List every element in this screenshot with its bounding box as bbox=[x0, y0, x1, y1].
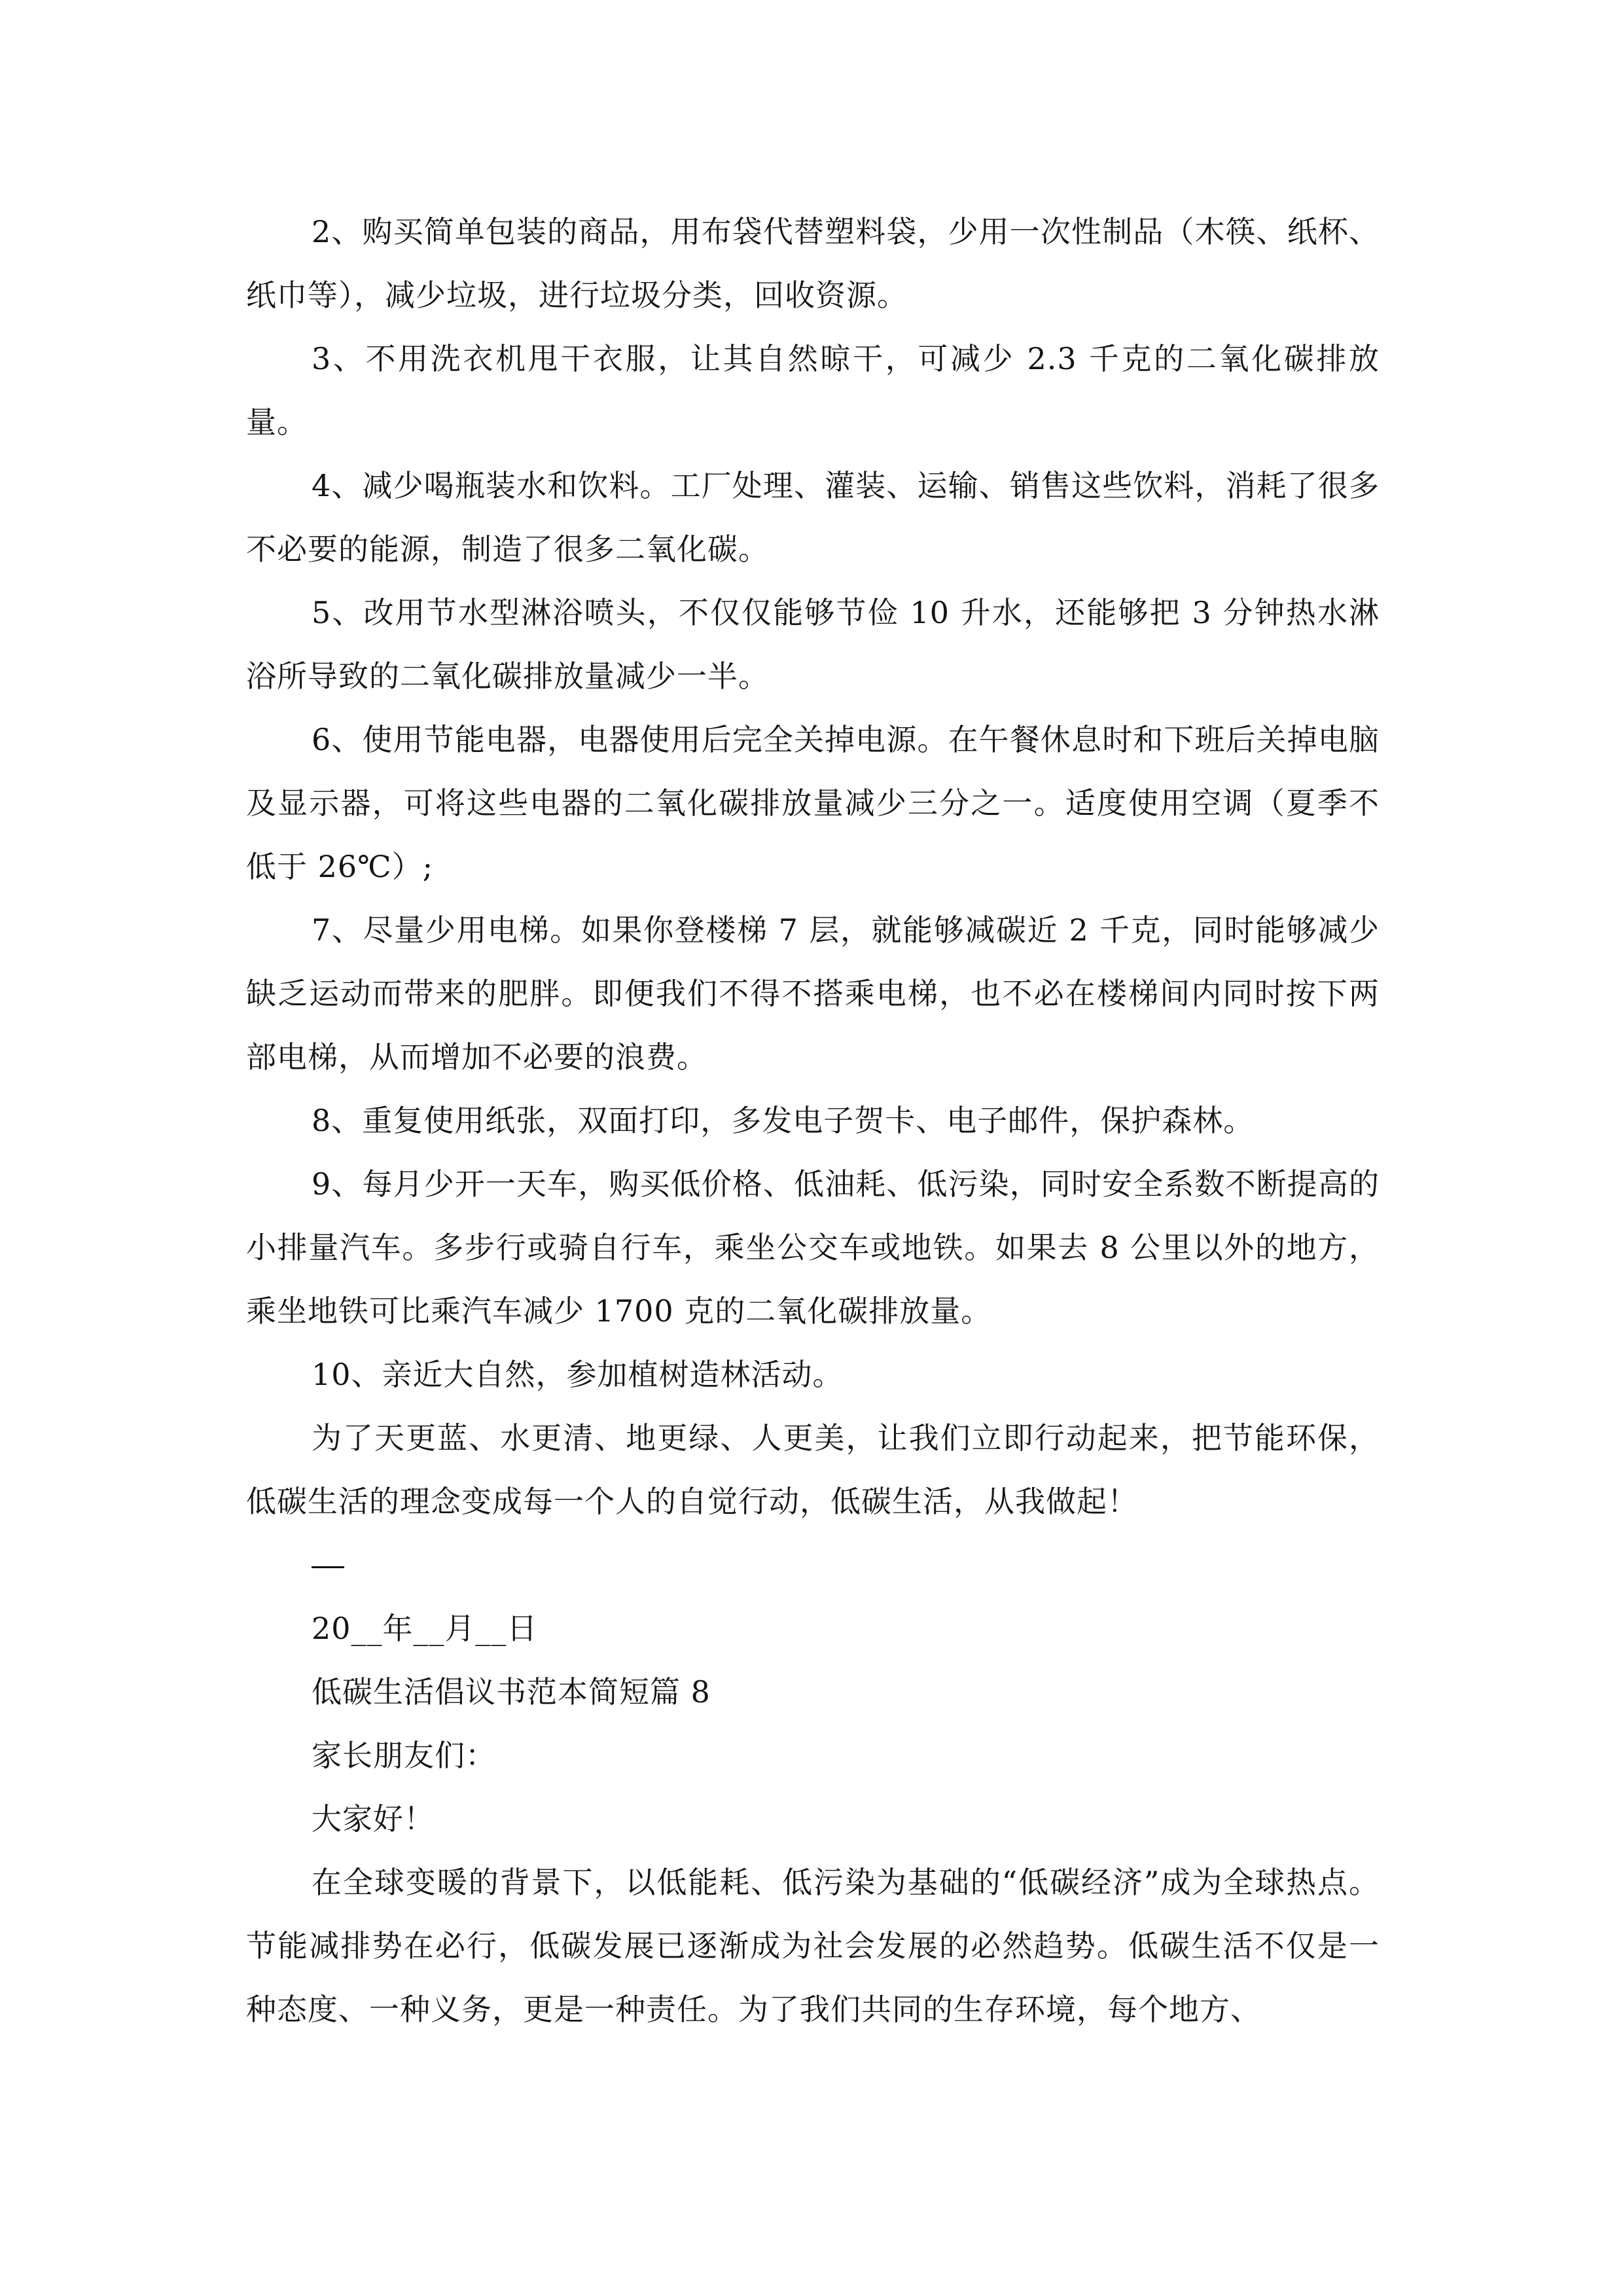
paragraph-item-9: 9、每月少开一天车，购买低价格、低油耗、低污染，同时安全系数不断提高的小排量汽车。多步行或骑自行车，乘坐公交车或地铁。如果去 8 公里以外的地方，乘坐地铁可比乘汽车减少 1700 克的二氧化碳排放量。 bbox=[246, 1166, 1380, 1329]
signature-dash bbox=[312, 1566, 344, 1568]
date-line: 20__年__月__日 bbox=[312, 1611, 538, 1646]
greeting: 大家好！ bbox=[312, 1801, 435, 1837]
paragraph-item-8: 8、重复使用纸张，双面打印，多发电子贺卡、电子邮件，保护森林。 bbox=[312, 1103, 1255, 1138]
paragraph-item-3: 3、不用洗衣机甩干衣服，让其自然晾干，可减少 2.3 千克的二氧化碳排放量。 bbox=[246, 341, 1380, 440]
paragraph-item-5: 5、改用节水型淋浴喷头，不仅仅能够节俭 10 升水，还能够把 3 分钟热水淋浴所导致的二氧化碳排放量减少一半。 bbox=[246, 595, 1380, 694]
document-body bbox=[246, 200, 1380, 2041]
paragraph-item-10: 10、亲近大自然，参加植树造林活动。 bbox=[312, 1357, 844, 1392]
paragraph-item-2: 2、购买简单包装的商品，用布袋代替塑料袋，少用一次性制品（木筷、纸杯、纸巾等），减少垃圾，进行垃圾分类，回收资源。 bbox=[246, 214, 1380, 313]
paragraph-item-7: 7、尽量少用电梯。如果你登楼梯 7 层，就能够减碳近 2 千克，同时能够减少缺乏运动而带来的肥胖。即便我们不得不搭乘电梯，也不必在楼梯间内同时按下两部电梯，从而增加不必要的浪费。 bbox=[246, 912, 1380, 1075]
intro-paragraph: 在全球变暖的背景下，以低能耗、低污染为基础的“低碳经济”成为全球热点。节能减排势在必行，低碳发展已逐渐成为社会发展的必然趋势。低碳生活不仅是一种态度、一种义务，更是一种责任。为了我们共同的生存环境，每个地方、 bbox=[246, 1865, 1380, 2027]
salutation: 家长朋友们： bbox=[312, 1738, 496, 1773]
signature-blank-line bbox=[246, 1534, 1380, 1597]
section-title: 低碳生活倡议书范本简短篇 8 bbox=[312, 1674, 711, 1710]
paragraph-item-4: 4、减少喝瓶装水和饮料。工厂处理、灌装、运输、销售这些饮料，消耗了很多不必要的能源，制造了很多二氧化碳。 bbox=[246, 468, 1380, 567]
call-to-action-paragraph: 为了天更蓝、水更清、地更绿、人更美，让我们立即行动起来，把节能环保，低碳生活的理念变成每一个人的自觉行动，低碳生活，从我做起！ bbox=[246, 1420, 1380, 1519]
paragraph-item-6: 6、使用节能电器，电器使用后完全关掉电源。在午餐休息时和下班后关掉电脑及显示器，可将这些电器的二氧化碳排放量减少三分之一。适度使用空调（夏季不低于 26℃）; bbox=[246, 722, 1380, 884]
